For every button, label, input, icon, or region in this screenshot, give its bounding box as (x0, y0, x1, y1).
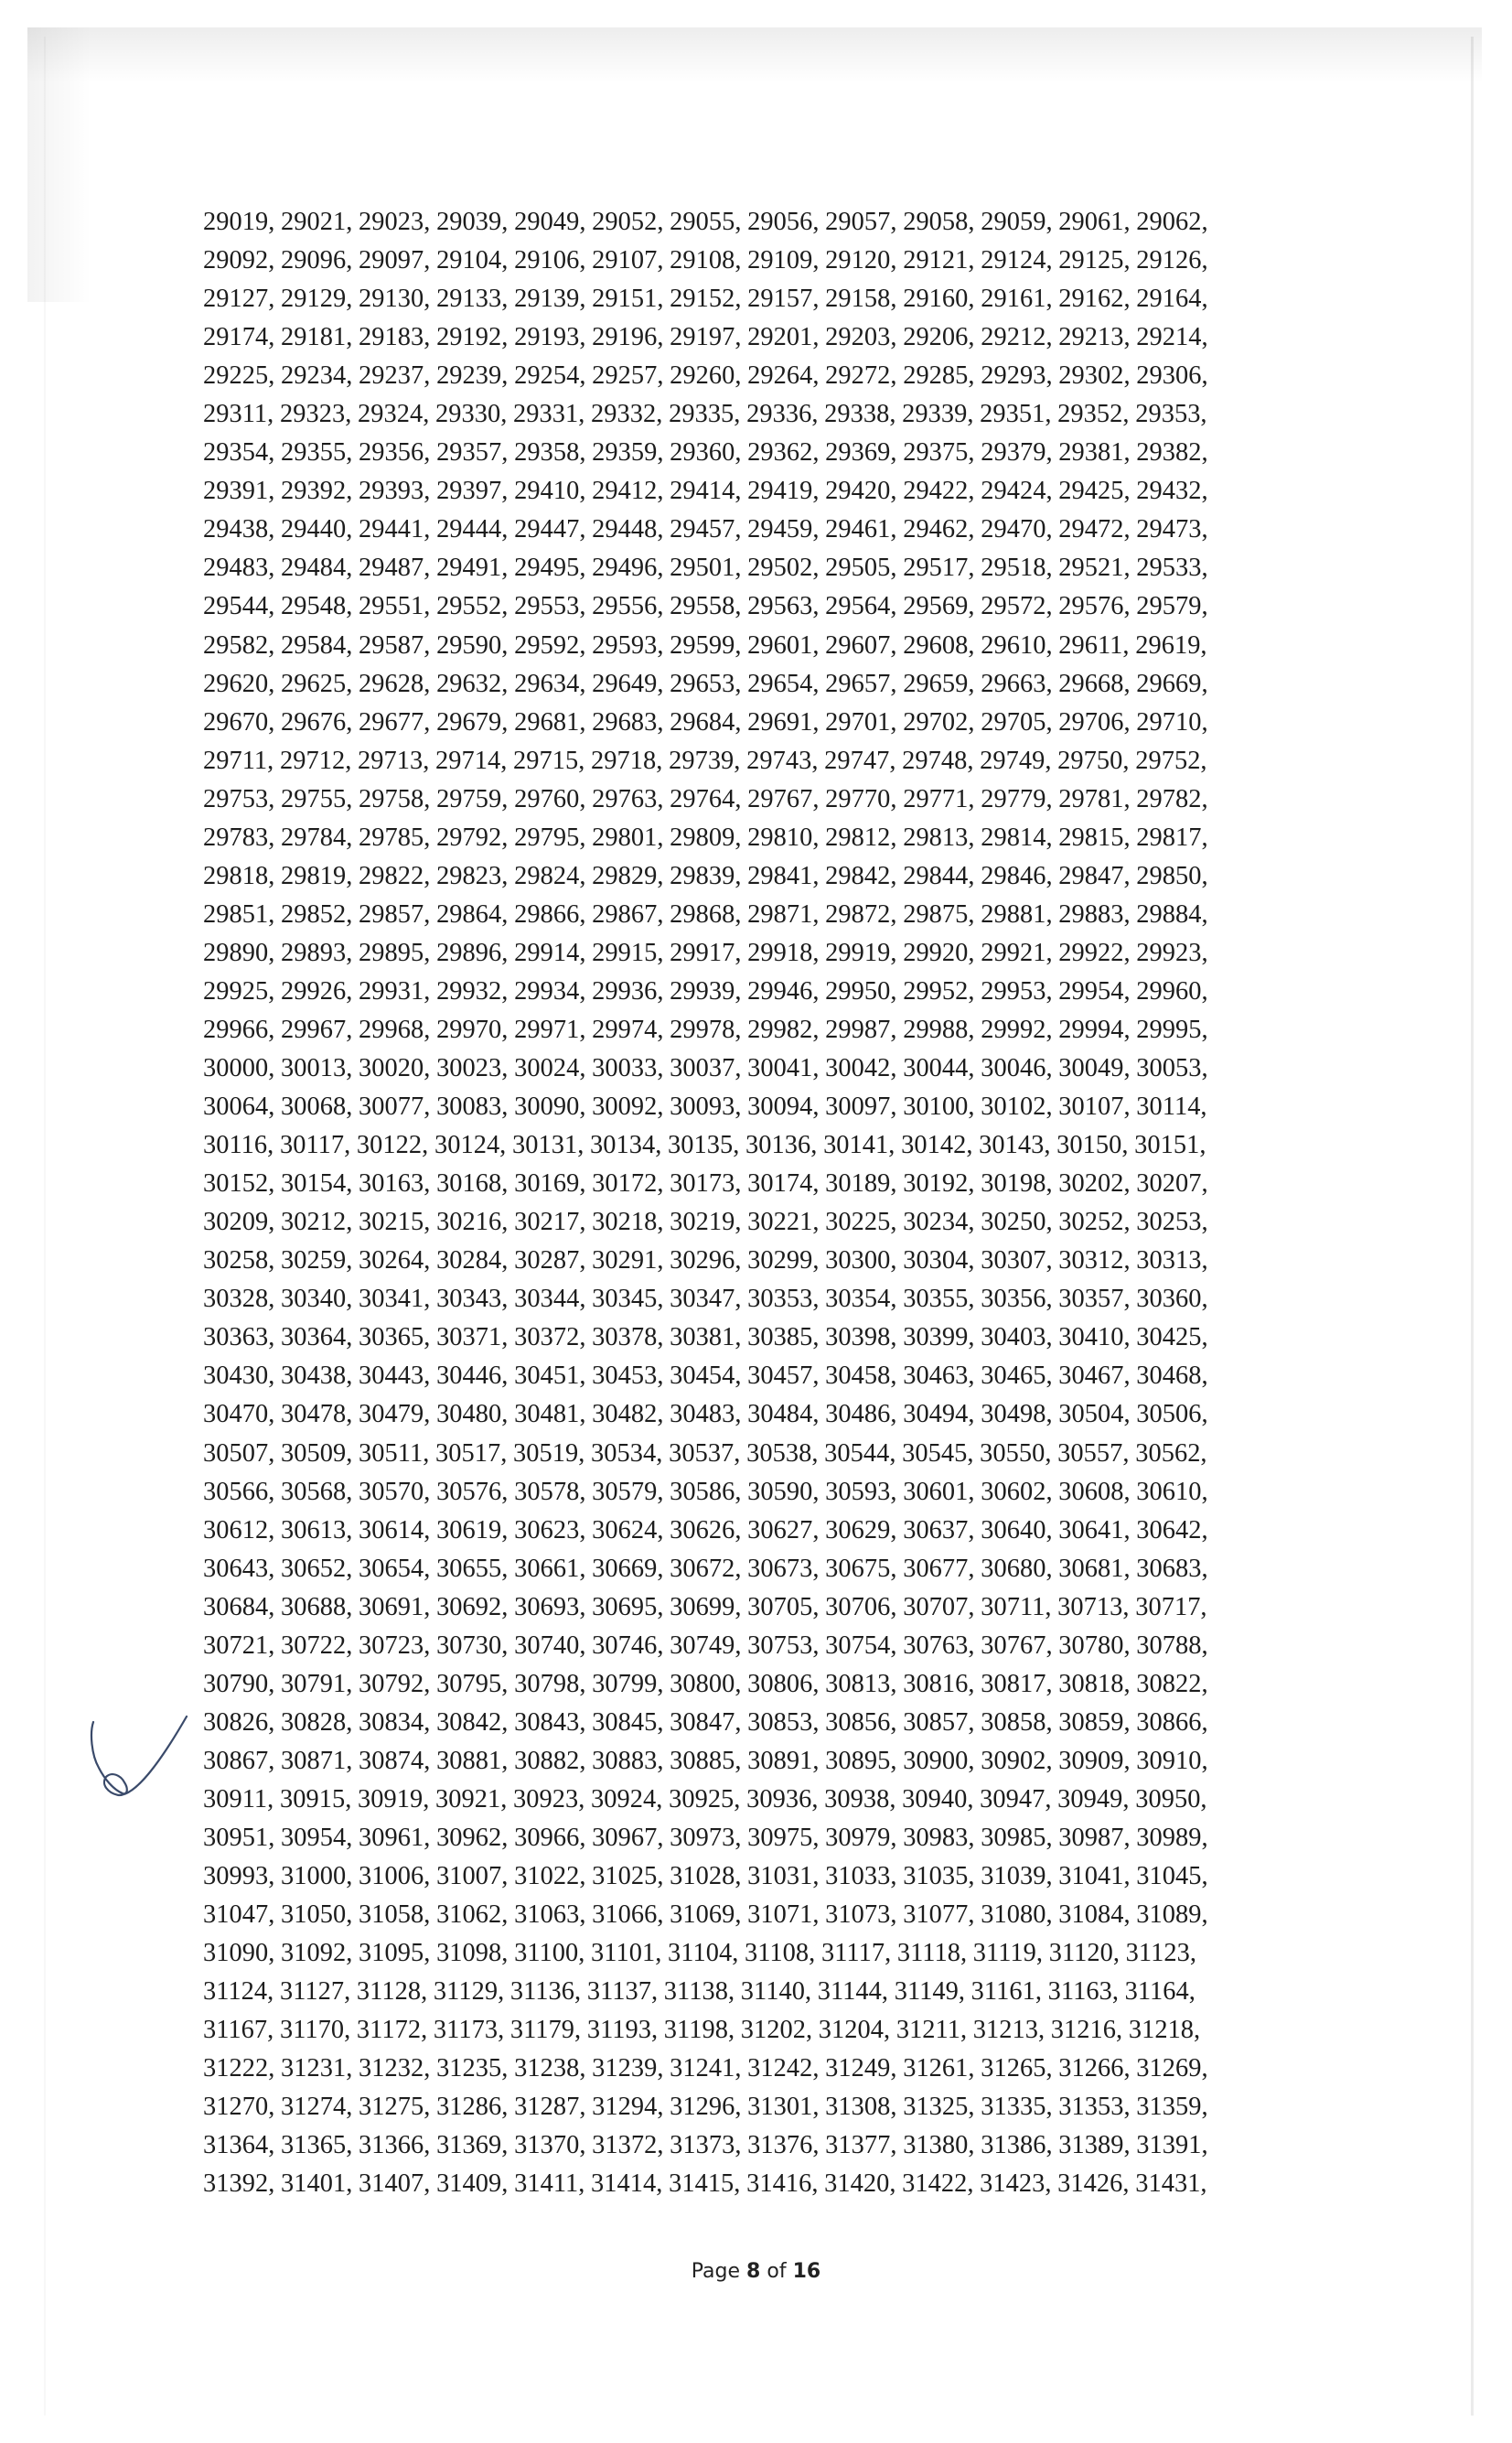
number-line: 30721, 30722, 30723, 30730, 30740, 30746, 30749, 30753, 30754, 30763, 30767, 30780, 30788, (203, 1630, 1208, 1660)
number-line: 30643, 30652, 30654, 30655, 30661, 30669, 30672, 30673, 30675, 30677, 30680, 30681, 30683, (203, 1554, 1208, 1583)
number-line: 30566, 30568, 30570, 30576, 30578, 30579, 30586, 30590, 30593, 30601, 30602, 30608, 30610, (203, 1477, 1208, 1506)
checkmark-icon (88, 1711, 190, 1803)
number-line: 31047, 31050, 31058, 31062, 31063, 31066, 31069, 31071, 31073, 31077, 31080, 31084, 31089, (203, 1900, 1208, 1930)
number-line: 29925, 29926, 29931, 29932, 29934, 29936, 29939, 29946, 29950, 29952, 29953, 29954, 29960, (203, 976, 1208, 1006)
number-line: 30430, 30438, 30443, 30446, 30451, 30453, 30454, 30457, 30458, 30463, 30465, 30467, 30468, (203, 1361, 1208, 1391)
number-line: 29890, 29893, 29895, 29896, 29914, 29915, 29917, 29918, 29919, 29920, 29921, 29922, 29923, (203, 938, 1208, 967)
number-line: 30790, 30791, 30792, 30795, 30798, 30799, 30800, 30806, 30813, 30816, 30817, 30818, 30822, (203, 1669, 1208, 1698)
number-line: 31090, 31092, 31095, 31098, 31100, 31101, 31104, 31108, 31117, 31118, 31119, 31120, 31123, (203, 1939, 1196, 1968)
number-line: 29438, 29440, 29441, 29444, 29447, 29448, 29457, 29459, 29461, 29462, 29470, 29472, 29473, (203, 515, 1208, 544)
number-line: 30064, 30068, 30077, 30083, 30090, 30092, 30093, 30094, 30097, 30100, 30102, 30107, 30114, (203, 1092, 1207, 1122)
number-line: 29483, 29484, 29487, 29491, 29495, 29496, 29501, 29502, 29505, 29517, 29518, 29521, 29533, (203, 554, 1208, 583)
number-line: 31392, 31401, 31407, 31409, 31411, 31414, 31415, 31416, 31420, 31422, 31423, 31426, 31431, (203, 2169, 1207, 2199)
page-total: 16 (792, 2260, 821, 2283)
number-line: 29127, 29129, 29130, 29133, 29139, 29151, 29152, 29157, 29158, 29160, 29161, 29162, 29164, (203, 285, 1208, 314)
number-line: 30684, 30688, 30691, 30692, 30693, 30695, 30699, 30705, 30706, 30707, 30711, 30713, 30717, (203, 1592, 1207, 1621)
number-line: 29783, 29784, 29785, 29792, 29795, 29801, 29809, 29810, 29812, 29813, 29814, 29815, 29817, (203, 823, 1208, 852)
number-line: 31364, 31365, 31366, 31369, 31370, 31372, 31373, 31376, 31377, 31380, 31386, 31389, 31391, (203, 2131, 1208, 2160)
number-line: 30911, 30915, 30919, 30921, 30923, 30924, 30925, 30936, 30938, 30940, 30947, 30949, 30950, (203, 1784, 1207, 1813)
number-line: 29354, 29355, 29356, 29357, 29358, 29359, 29360, 29362, 29369, 29375, 29379, 29381, 29382, (203, 438, 1208, 468)
scan-edge-right (1471, 37, 1474, 2416)
number-line: 30209, 30212, 30215, 30216, 30217, 30218, 30219, 30221, 30225, 30234, 30250, 30252, 30253, (203, 1208, 1208, 1237)
number-line: 30363, 30364, 30365, 30371, 30372, 30378, 30381, 30385, 30398, 30399, 30403, 30410, 30425, (203, 1323, 1208, 1352)
scan-shadow-left (27, 27, 91, 302)
number-line: 31167, 31170, 31172, 31173, 31179, 31193, 31198, 31202, 31204, 31211, 31213, 31216, 31218, (203, 2016, 1201, 2045)
number-line: 29966, 29967, 29968, 29970, 29971, 29974, 29978, 29982, 29987, 29988, 29992, 29994, 29995, (203, 1015, 1208, 1044)
number-line: 30470, 30478, 30479, 30480, 30481, 30482, 30483, 30484, 30486, 30494, 30498, 30504, 30506, (203, 1400, 1208, 1429)
scan-edge-left (44, 37, 46, 2416)
number-line: 29620, 29625, 29628, 29632, 29634, 29649, 29653, 29654, 29657, 29659, 29663, 29668, 29669, (203, 669, 1208, 698)
number-line: 31270, 31274, 31275, 31286, 31287, 31294, 31296, 31301, 31308, 31325, 31335, 31353, 31359, (203, 2093, 1208, 2122)
number-line: 29582, 29584, 29587, 29590, 29592, 29593, 29599, 29601, 29607, 29608, 29610, 29611, 29619, (203, 630, 1207, 660)
page-of-word: of (767, 2260, 787, 2283)
number-line: 30867, 30871, 30874, 30881, 30882, 30883, 30885, 30891, 30895, 30900, 30902, 30909, 30910, (203, 1746, 1208, 1775)
number-line: 30000, 30013, 30020, 30023, 30024, 30033, 30037, 30041, 30042, 30044, 30046, 30049, 30053, (203, 1054, 1208, 1083)
page-word: Page (691, 2260, 741, 2283)
number-line: 30258, 30259, 30264, 30284, 30287, 30291, 30296, 30299, 30300, 30304, 30307, 30312, 30313, (203, 1246, 1208, 1275)
number-line: 29092, 29096, 29097, 29104, 29106, 29107, 29108, 29109, 29120, 29121, 29124, 29125, 29126, (203, 246, 1208, 275)
number-line: 31124, 31127, 31128, 31129, 31136, 31137, 31138, 31140, 31144, 31149, 31161, 31163, 31164, (203, 1977, 1196, 2007)
number-line: 29311, 29323, 29324, 29330, 29331, 29332, 29335, 29336, 29338, 29339, 29351, 29352, 29353, (203, 400, 1207, 429)
number-line: 29391, 29392, 29393, 29397, 29410, 29412, 29414, 29419, 29420, 29422, 29424, 29425, 29432, (203, 477, 1208, 506)
number-line: 30826, 30828, 30834, 30842, 30843, 30845, 30847, 30853, 30856, 30857, 30858, 30859, 30866, (203, 1707, 1208, 1737)
number-line: 30116, 30117, 30122, 30124, 30131, 30134, 30135, 30136, 30141, 30142, 30143, 30150, 30151, (203, 1131, 1206, 1160)
page-footer (0, 2260, 1512, 2283)
number-line: 29544, 29548, 29551, 29552, 29553, 29556, 29558, 29563, 29564, 29569, 29572, 29576, 29579, (203, 592, 1208, 621)
number-line: 29019, 29021, 29023, 29039, 29049, 29052, 29055, 29056, 29057, 29058, 29059, 29061, 29062, (203, 208, 1208, 236)
number-line: 30951, 30954, 30961, 30962, 30966, 30967, 30973, 30975, 30979, 30983, 30985, 30987, 30989, (203, 1823, 1208, 1852)
number-line: 30152, 30154, 30163, 30168, 30169, 30172, 30173, 30174, 30189, 30192, 30198, 30202, 30207, (203, 1169, 1208, 1199)
number-line: 29670, 29676, 29677, 29679, 29681, 29683, 29684, 29691, 29701, 29702, 29705, 29706, 29710, (203, 707, 1208, 737)
number-line: 29711, 29712, 29713, 29714, 29715, 29718, 29739, 29743, 29747, 29748, 29749, 29750, 29752, (203, 746, 1207, 775)
number-line: 29851, 29852, 29857, 29864, 29866, 29867, 29868, 29871, 29872, 29875, 29881, 29883, 29884, (203, 899, 1208, 929)
number-list (203, 203, 1328, 2203)
number-line: 30328, 30340, 30341, 30343, 30344, 30345, 30347, 30353, 30354, 30355, 30356, 30357, 30360, (203, 1285, 1208, 1314)
number-line: 29174, 29181, 29183, 29192, 29193, 29196, 29197, 29201, 29203, 29206, 29212, 29213, 29214, (203, 323, 1208, 352)
page-current: 8 (746, 2260, 761, 2283)
number-line: 30993, 31000, 31006, 31007, 31022, 31025, 31028, 31031, 31033, 31035, 31039, 31041, 31045, (203, 1862, 1208, 1891)
number-line: 30612, 30613, 30614, 30619, 30623, 30624, 30626, 30627, 30629, 30637, 30640, 30641, 30642, (203, 1515, 1208, 1544)
number-line: 29753, 29755, 29758, 29759, 29760, 29763, 29764, 29767, 29770, 29771, 29779, 29781, 29782, (203, 784, 1208, 813)
number-line: 31222, 31231, 31232, 31235, 31238, 31239, 31241, 31242, 31249, 31261, 31265, 31266, 31269, (203, 2054, 1208, 2083)
number-line: 29818, 29819, 29822, 29823, 29824, 29829, 29839, 29841, 29842, 29844, 29846, 29847, 29850, (203, 861, 1208, 890)
number-line: 29225, 29234, 29237, 29239, 29254, 29257, 29260, 29264, 29272, 29285, 29293, 29302, 29306, (203, 361, 1208, 391)
scan-shadow-top (27, 27, 1482, 82)
number-line: 30507, 30509, 30511, 30517, 30519, 30534, 30537, 30538, 30544, 30545, 30550, 30557, 30562, (203, 1438, 1207, 1468)
